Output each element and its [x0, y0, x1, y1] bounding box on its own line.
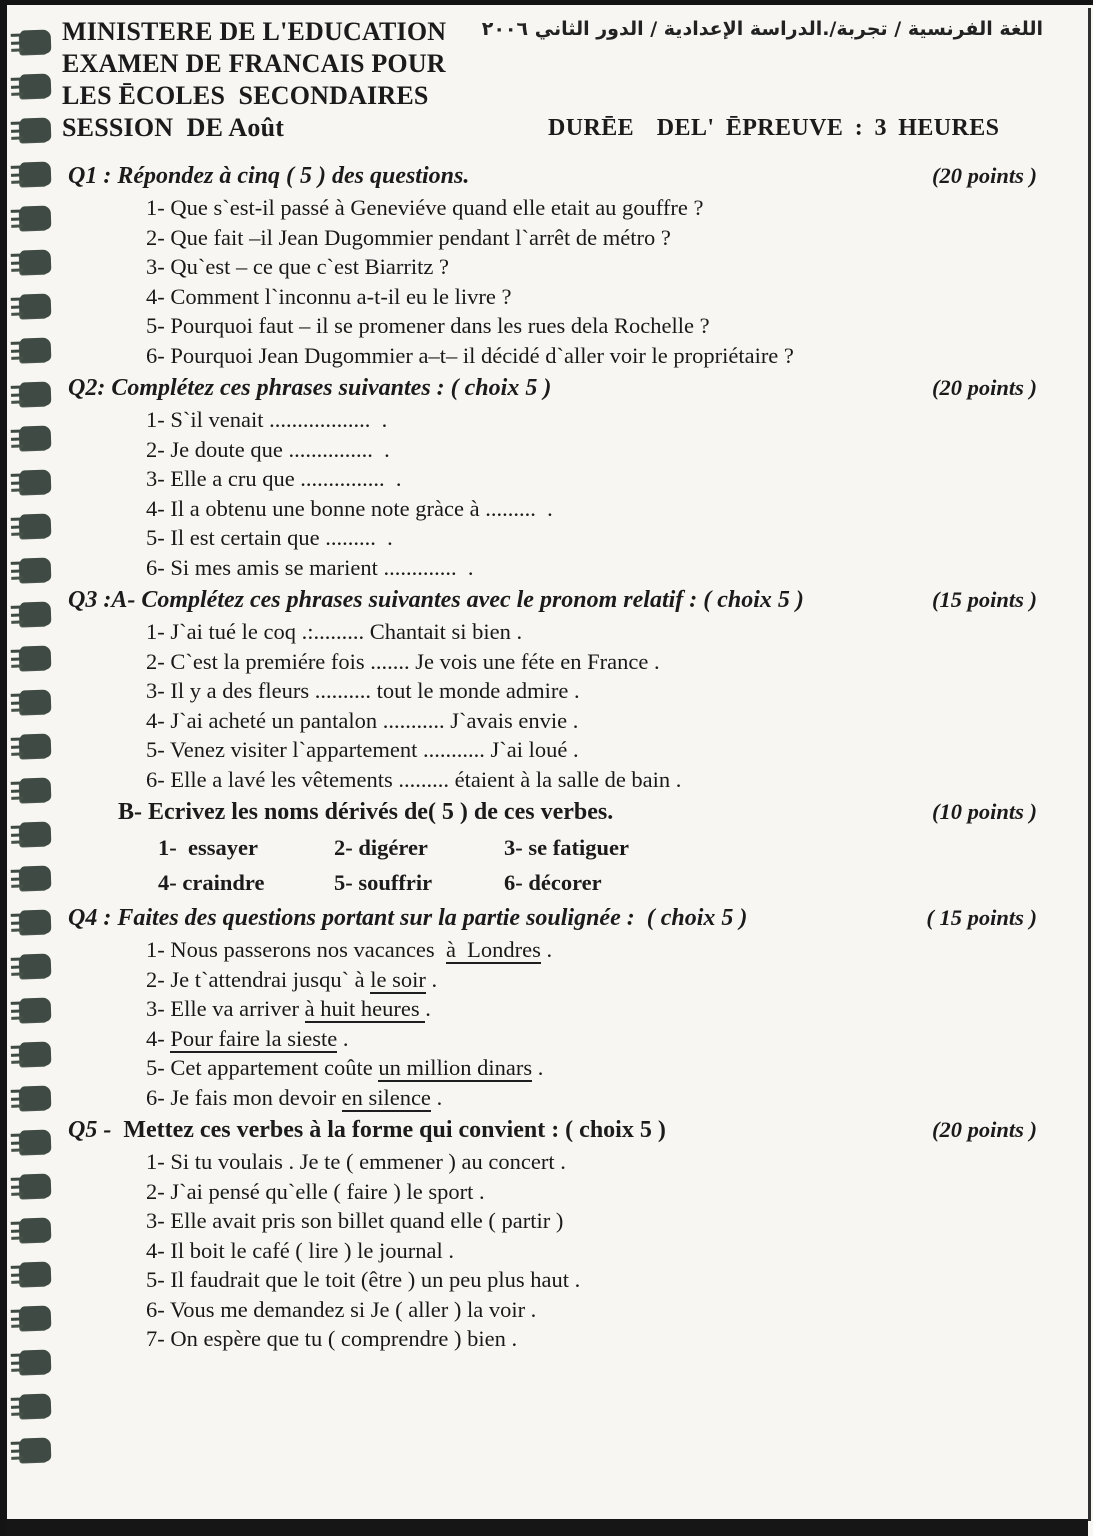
q4-item-2-post: .	[425, 966, 438, 992]
exam-header	[62, 16, 1043, 158]
q3a-points: (15 points )	[931, 587, 1037, 612]
binding-mark-icon	[20, 425, 52, 450]
q3b-verb-6: 6- décorer	[504, 870, 602, 895]
binding-mark-icon	[20, 293, 52, 318]
binding-mark-icon	[20, 513, 52, 538]
q5-heading	[68, 1115, 666, 1146]
question-5	[62, 1115, 1037, 1354]
q3b-verbs	[158, 830, 1037, 900]
q3b-verb-1: 1- essayer	[158, 835, 258, 860]
binding-mark-icon	[20, 381, 52, 406]
binding-mark-icon	[20, 117, 52, 142]
q3b-points: (10 points )	[931, 799, 1037, 824]
binding-mark-icon	[20, 337, 52, 362]
binding-mark-icon	[20, 1129, 52, 1154]
q5-item-3: 3- Elle avait pris son billet quand elle ( partir )	[146, 1208, 564, 1233]
q1-item-2: 2- Que fait –il Jean Dugommier pendant l`arrêt de métro ?	[146, 224, 671, 250]
q3a-item-2: 2- C`est la premiére fois ....... Je vois une féte en France .	[146, 648, 660, 674]
binding-mark-icon	[20, 909, 52, 934]
q4-item-3-pre: 3- Elle va arriver	[146, 996, 305, 1021]
q4-item-1	[146, 935, 1037, 965]
q2-item-4: 4- Il a obtenu une bonne note gràce à ......... .	[146, 495, 553, 521]
binding-mark-icon	[20, 1173, 52, 1198]
q5-heading-text: Mettez ces verbes à la forme qui convient : ( choix 5 )	[117, 1117, 666, 1143]
q4-item-6-post: .	[430, 1084, 443, 1110]
binding-mark-icon	[20, 865, 52, 890]
q2-points: (20 points )	[931, 375, 1037, 400]
q5-item-7: 7- On espère que tu ( comprendre ) bien .	[146, 1326, 518, 1351]
page-edge-left	[0, 0, 7, 1536]
q4-item-6-underlined: en silence	[341, 1084, 431, 1110]
question-4	[62, 903, 1037, 1112]
q3a-heading-row	[62, 585, 1037, 616]
q3b-verb-4: 4- craindre	[158, 870, 265, 895]
q5-points: (20 points )	[931, 1117, 1037, 1142]
q5-item-6: 6- Vous me demandez si Je ( aller ) la voir .	[146, 1296, 537, 1322]
binding-mark-icon	[20, 733, 52, 758]
q2-item-2: 2- Je doute que ............... .	[146, 436, 390, 462]
binding-mark-icon	[20, 1437, 52, 1462]
q1-items	[146, 193, 1037, 370]
page-edge-top	[0, 0, 1093, 5]
binding-mark-icon	[20, 1305, 52, 1330]
binding-mark-icon	[20, 997, 52, 1022]
q2-heading-row	[62, 373, 1037, 404]
q4-points: ( 15 points )	[926, 905, 1037, 930]
q1-item-6: 6- Pourquoi Jean Dugommier a–t– il décidé d`aller voir le propriétaire ?	[146, 342, 794, 368]
binding-mark-icon	[20, 249, 52, 274]
binding-mark-icon	[20, 1041, 52, 1066]
q4-item-5-pre: 5- Cet appartement coûte	[146, 1055, 379, 1080]
q4-heading-row	[62, 903, 1037, 934]
q2-item-5: 5- Il est certain que ......... .	[146, 525, 393, 550]
q4-item-2-underlined: le soir	[370, 966, 426, 992]
q3a-item-3: 3- Il y a des fleurs .......... tout le monde admire .	[146, 678, 580, 703]
q5-item-1: 1- Si tu voulais . Je te ( emmener ) au concert .	[146, 1149, 566, 1174]
q3b-verb-5: 5- souffrir	[334, 870, 433, 895]
q1-item-5: 5- Pourquoi faut – il se promener dans les rues dela Rochelle ?	[146, 313, 710, 338]
q3a-item-4: 4- J`ai acheté un pantalon ........... J`avais envie .	[146, 707, 579, 733]
q4-item-1-underlined: à Londres	[445, 937, 541, 962]
q3a-items	[146, 617, 1037, 794]
q4-item-6	[146, 1083, 1037, 1113]
q4-item-4-post: .	[337, 1025, 349, 1051]
q4-items	[146, 935, 1037, 1112]
binding-mark-icon	[20, 1393, 52, 1418]
binding-mark-icon	[20, 205, 52, 230]
q2-items	[146, 405, 1037, 582]
arabic-header-note: اللغة الفرنسية / تجربة/.الدراسة الإعدادية / الدور الثاني ٢٠٠٦	[481, 18, 1043, 40]
q1-points: (20 points )	[931, 163, 1037, 188]
q3a-item-1: 1- J`ai tué le coq .:......... Chantait si bien .	[146, 619, 523, 644]
question-1	[62, 161, 1037, 370]
session-line: SESSION DE Août	[62, 113, 285, 142]
q4-item-6-pre: 6- Je fais mon devoir	[146, 1084, 342, 1110]
q5-item-2: 2- J`ai pensé qu`elle ( faire ) le sport .	[146, 1178, 485, 1204]
q4-item-4-underlined: Pour faire la sieste	[170, 1025, 338, 1051]
q1-item-3: 3- Qu`est – ce que c`est Biarritz ?	[146, 254, 449, 279]
binding-mark-icon	[20, 1217, 52, 1242]
q1-heading-row	[62, 161, 1037, 192]
question-2	[62, 373, 1037, 582]
binding-mark-icon	[20, 1085, 52, 1110]
q1-item-4: 4- Comment l`inconnu a-t-il eu le livre ?	[146, 283, 512, 309]
q5-heading-row	[62, 1115, 1037, 1146]
question-3b	[62, 797, 1037, 900]
ministry-title: MINISTERE DE L'EDUCATION	[62, 17, 447, 46]
q4-item-5-post: .	[532, 1055, 544, 1080]
q3a-item-5: 5- Venez visiter l`appartement ........... J`ai loué .	[146, 737, 579, 762]
q4-item-3	[146, 994, 1037, 1024]
binding-mark-icon	[20, 953, 52, 978]
q3a-heading: Q3 :A- Complétez ces phrases suivantes avec le pronom relatif : ( choix 5 )	[68, 587, 804, 613]
q4-item-1-post: .	[540, 937, 553, 962]
binding-mark-icon	[20, 469, 52, 494]
q5-items	[146, 1147, 1037, 1354]
binding-mark-icon	[20, 645, 52, 670]
page-edge-bottom	[7, 1519, 1088, 1536]
exam-duration: DURĒE DEL' ĒPREUVE : 3 HEURES	[548, 115, 1000, 141]
binding-mark-icon	[20, 777, 52, 802]
q3b-heading: B- Ecrivez les noms dérivés de( 5 ) de ces verbes.	[118, 799, 614, 825]
exam-title-line-2: LES ĒCOLES SECONDAIRES	[62, 81, 429, 110]
exam-content	[62, 16, 1043, 1356]
q2-item-3: 3- Elle a cru que ............... .	[146, 466, 402, 491]
binding-mark-icon	[20, 689, 52, 714]
q1-heading: Q1 : Répondez à cinq ( 5 ) des questions.	[68, 163, 470, 189]
binding-mark-icon	[20, 161, 52, 186]
q3a-item-6: 6- Elle a lavé les vêtements ......... étaient à la salle de bain .	[146, 766, 682, 792]
binding-mark-icon	[20, 557, 52, 582]
q3b-verb-2: 2- digérer	[334, 835, 428, 860]
q4-item-2-pre: 2- Je t`attendrai jusqu` à	[146, 966, 371, 992]
spiral-binding	[11, 30, 57, 1482]
binding-mark-icon	[20, 73, 52, 98]
q2-item-6: 6- Si mes amis se marient ............. .	[146, 554, 474, 580]
binding-mark-icon	[20, 1349, 52, 1374]
q4-item-3-underlined: à huit heures	[304, 996, 426, 1021]
q5-item-5: 5- Il faudrait que le toit (être ) un peu plus haut .	[146, 1267, 581, 1292]
q2-item-1: 1- S`il venait .................. .	[146, 407, 388, 432]
q4-item-3-post: .	[425, 996, 431, 1021]
q4-item-1-pre: 1- Nous passerons nos vacances	[146, 937, 446, 962]
q4-item-4	[146, 1024, 1037, 1054]
q3b-verb-3: 3- se fatiguer	[504, 835, 629, 860]
binding-mark-icon	[20, 601, 52, 626]
binding-mark-icon	[20, 29, 52, 54]
q1-item-1: 1- Que s`est-il passé à Geneviéve quand elle etait au gouffre ?	[146, 195, 704, 220]
q2-heading: Q2: Complétez ces phrases suivantes : ( choix 5 )	[68, 375, 552, 401]
question-3a	[62, 585, 1037, 794]
q3b-heading-row	[62, 797, 1037, 828]
q4-item-4-pre: 4-	[146, 1025, 171, 1051]
q4-item-2	[146, 965, 1037, 995]
page-edge-right	[1088, 8, 1091, 1521]
binding-mark-icon	[20, 821, 52, 846]
q5-item-4: 4- Il boit le café ( lire ) le journal .	[146, 1237, 454, 1263]
q4-heading: Q4 : Faites des questions portant sur la partie soulignée : ( choix 5 )	[68, 905, 748, 931]
binding-mark-icon	[20, 1261, 52, 1286]
q4-item-5	[146, 1053, 1037, 1083]
q5-label: Q5 -	[68, 1117, 118, 1143]
q4-item-5-underlined: un million dinars	[378, 1055, 533, 1080]
exam-title-line-1: EXAMEN DE FRANCAIS POUR	[62, 49, 446, 78]
